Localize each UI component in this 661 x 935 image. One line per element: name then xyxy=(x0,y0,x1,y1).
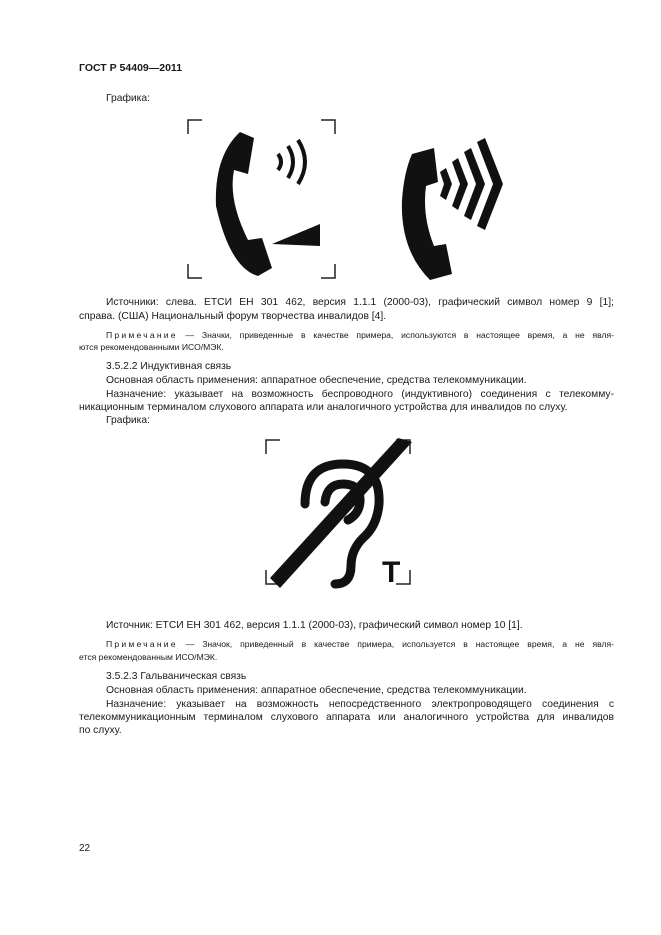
purpose-line-3: Назначение: указывает на возможность непосредственного электропроводящего соединения с xyxy=(106,699,614,710)
volume-triangle-icon xyxy=(272,224,320,246)
phone-right-icon xyxy=(402,148,452,280)
sound-waves-right-icon xyxy=(440,138,503,230)
sources-line-1: Источники: слева. ЕТСИ ЕН 301 462, версия 1.1.1 (2000-03), графический символ номер 9 [1]; xyxy=(106,297,614,308)
telecoil-letter: T xyxy=(382,556,401,589)
purpose-line-5: по слуху. xyxy=(79,725,122,736)
note-text-4: ется рекомендованным ИСО/МЭК. xyxy=(79,652,218,662)
page-number: 22 xyxy=(79,843,91,854)
source-text: Источник: ЕТСИ ЕН 301 462, версия 1.1.1 (2000-03), графический символ номер 10 [1]. xyxy=(106,620,523,631)
purpose-line-2: никационным терминалом слухового аппарата или аналогичного устройства для инвалидов по слуху. xyxy=(79,402,568,413)
document-id: ГОСТ Р 54409—2011 xyxy=(79,62,183,74)
graphics-label-2: Графика: xyxy=(106,415,150,426)
section-heading-3-5-2-3: 3.5.2.3 Гальваническая связь xyxy=(106,671,247,682)
sound-waves-left-icon xyxy=(278,140,305,184)
scope-text-2: Основная область применения: аппаратное обеспечение, средства телекоммуникации. xyxy=(106,685,527,696)
purpose-line-1: Назначение: указывает на возможность беспроводного (индуктивного) соединения с телекомму- xyxy=(106,389,614,400)
note-text-1: — Значки, приведенные в качестве примера, используются в настоящее время, а не явля- xyxy=(185,330,614,340)
note-label: Примечание xyxy=(106,330,178,340)
phone-left-icon xyxy=(216,132,272,276)
hearing-loop-symbol-figure xyxy=(260,432,420,592)
note-text-3: — Значок, приведенный в качестве примера, используется в настоящее время, а не явля- xyxy=(185,639,614,649)
section-heading-3-5-2-2: 3.5.2.2 Индуктивная связь xyxy=(106,361,232,372)
note-text-2: ются рекомендованными ИСО/МЭК. xyxy=(79,342,224,352)
scope-text: Основная область применения: аппаратное обеспечение, средства телекоммуникации. xyxy=(106,375,527,386)
note-label-2: Примечание xyxy=(106,639,178,649)
wireless-phone-symbols-figure xyxy=(180,112,510,287)
purpose-line-4: телекоммуникационным терминалом слухового аппарата или аналогичного устройства для инвалидов xyxy=(79,712,614,723)
sources-line-2: справа. (США) Национальный форум творчества инвалидов [4]. xyxy=(79,311,387,322)
graphics-label: Графика: xyxy=(106,93,150,104)
